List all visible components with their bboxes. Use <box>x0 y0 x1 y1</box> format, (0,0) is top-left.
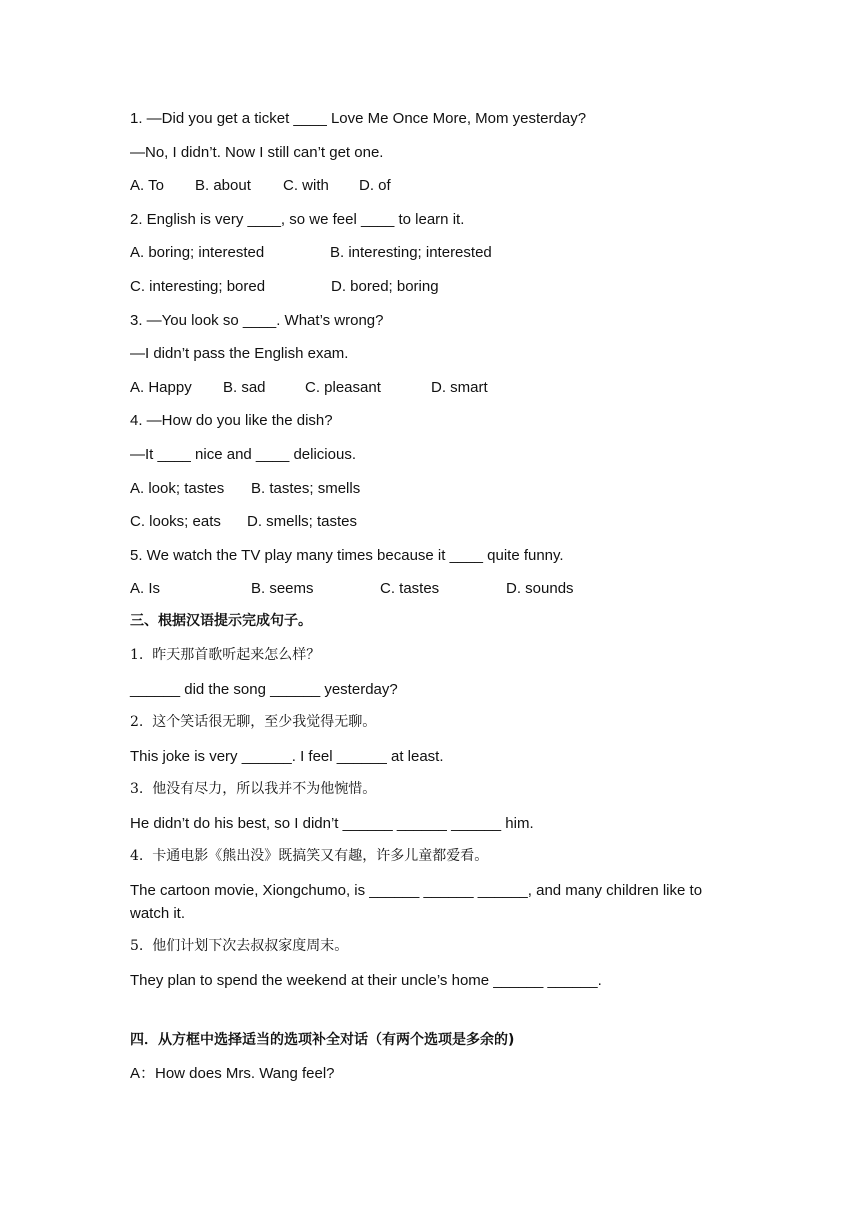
sentence-1-chinese: 1. 昨天那首歌听起来怎么样？ <box>130 647 321 663</box>
option-d: D. bored; boring <box>331 278 439 295</box>
question-1-stem: 1. —Did you get a ticket ____ Love Me Once More, Mom yesterday? <box>130 110 587 127</box>
question-1-reply: —No, I didn’t. Now I still can’t get one. <box>130 144 384 161</box>
question-3-reply: —I didn’t pass the English exam. <box>130 345 349 362</box>
option-c: C. looks; eats <box>130 513 221 530</box>
question-4-stem: 4. —How do you like the dish? <box>130 412 333 429</box>
option-a: A. look; tastes <box>130 480 225 497</box>
question-2-stem: 2. English is very ____, so we feel ____ to learn it. <box>130 211 465 228</box>
option-d: D. smart <box>431 379 488 396</box>
option-b: B. interesting; interested <box>330 244 492 261</box>
sentence-2-chinese: 2. 这个笑话很无聊，至少我觉得无聊。 <box>130 714 377 730</box>
sentence-3-english: He didn’t do his best, so I didn’t ______ ______ ______ him. <box>130 815 534 832</box>
sentence-4-english: The cartoon movie, Xiongchumo, is ______ ______ ______, and many children like to watch it. <box>130 882 703 922</box>
option-a: A. To <box>130 177 164 194</box>
section-3-heading: 三、根据汉语提示完成句子。 <box>130 613 312 629</box>
option-c: C. tastes <box>380 580 440 597</box>
option-d: D. smells; tastes <box>247 513 358 530</box>
section-4-heading: 四．从方框中选择适当的选项补全对话（有两个选项是多余的) <box>130 1032 515 1048</box>
option-b: B. tastes; smells <box>251 480 361 497</box>
option-a: A. Happy <box>130 379 192 396</box>
question-4-reply: —It ____ nice and ____ delicious. <box>130 446 356 463</box>
option-a: A. Is <box>130 580 161 597</box>
sentence-1-english: ______ did the song ______ yesterday? <box>130 681 398 698</box>
sentence-5-english: They plan to spend the weekend at their uncle’s home ______ ______. <box>130 972 602 989</box>
option-c: C. pleasant <box>305 379 381 396</box>
option-b: B. sad <box>223 379 266 396</box>
option-d: D. of <box>359 177 391 194</box>
option-a: A. boring; interested <box>130 244 265 261</box>
question-5-stem: 5. We watch the TV play many times because it ____ quite funny. <box>130 547 564 564</box>
question-3-stem: 3. —You look so ____. What’s wrong? <box>130 312 384 329</box>
option-b: B. seems <box>251 580 314 597</box>
sentence-4-chinese: 4. 卡通电影《熊出没》既搞笑又有趣，许多儿童都爱看。 <box>130 848 489 864</box>
sentence-3-chinese: 3. 他没有尽力，所以我并不为他惋惜。 <box>130 781 377 797</box>
option-c: C. with <box>283 177 329 194</box>
sentence-5-chinese: 5. 他们计划下次去叔叔家度周末。 <box>130 938 349 954</box>
dialogue-line-1: A：How does Mrs. Wang feel? <box>130 1065 335 1082</box>
sentence-2-english: This joke is very ______. I feel ______ at least. <box>130 748 444 765</box>
option-c: C. interesting; bored <box>130 278 266 295</box>
option-d: D. sounds <box>506 580 574 597</box>
option-b: B. about <box>195 177 251 194</box>
